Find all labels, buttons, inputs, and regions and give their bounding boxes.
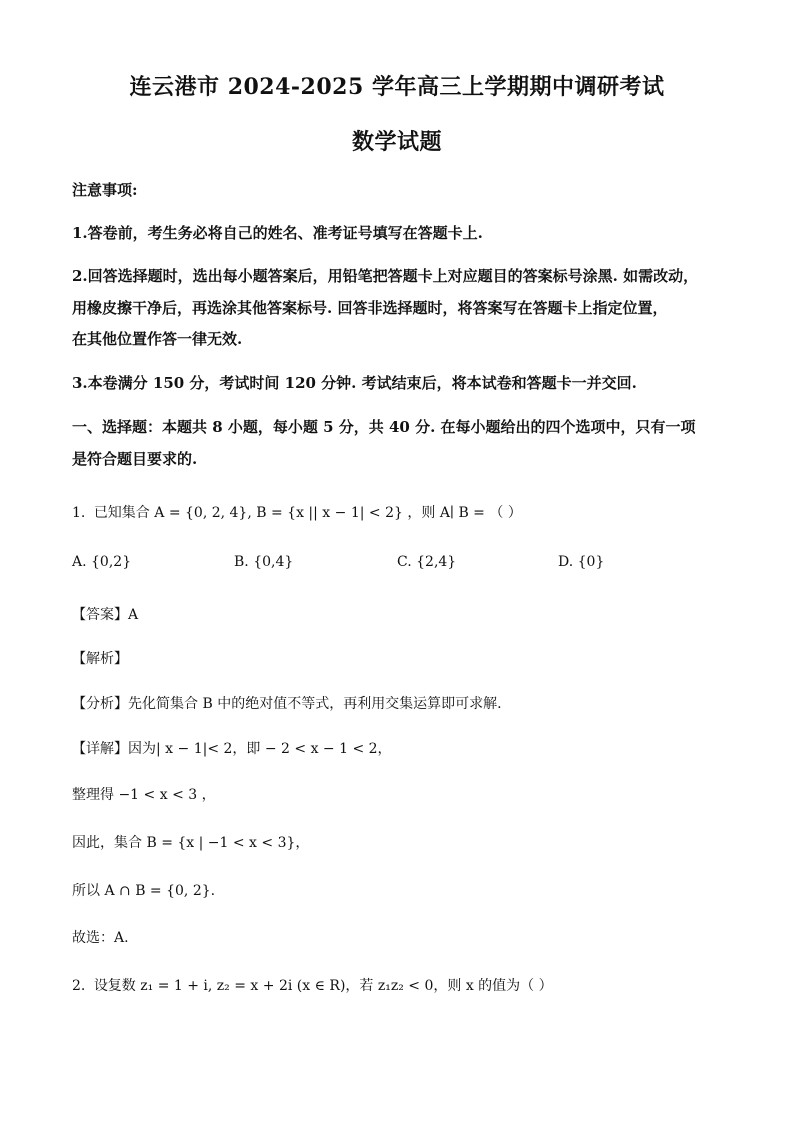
notes-item-2-line-3: 在其他位置作答一律无效. xyxy=(72,330,243,348)
question-1-number: 1. xyxy=(72,505,86,521)
notes-item-1: 1.答卷前，考生务必将自己的姓名、准考证号填写在答题卡上. xyxy=(72,224,483,242)
option-d-value: {0} xyxy=(577,554,605,570)
solution-step-2: 因此，集合 B = {x | −1 < x < 3}， xyxy=(72,835,310,851)
question-1-paren: （ ） xyxy=(489,505,522,521)
question-2-stem xyxy=(72,975,553,995)
option-b-label: B. xyxy=(234,554,249,570)
notes-item-2-line-2: 用橡皮擦干净后，再选涂其他答案标号. 回答非选择题时，将答案写在答题卡上指定位置， xyxy=(72,299,668,317)
intersection-expression: A∣ B = xyxy=(439,505,485,521)
answer-line xyxy=(72,604,138,624)
exam-subtitle: 数学试题 xyxy=(351,129,442,155)
section-heading-line-2: 是符合题目要求的. xyxy=(72,450,198,468)
option-a xyxy=(72,554,131,570)
solution-conclusion: 故选：A. xyxy=(72,930,129,946)
option-a-label: A. xyxy=(72,554,87,570)
section-heading-line-1: 一、选择题：本题共 8 小题，每小题 5 分，共 40 分. 在每小题给出的四个选项中，只有一项 xyxy=(72,418,696,436)
fenxi-tag: 【分析】 xyxy=(72,696,128,712)
option-a-value: {0,2} xyxy=(91,554,132,570)
answer-value: A xyxy=(128,607,139,623)
detail-line xyxy=(72,738,392,758)
option-c xyxy=(397,554,456,570)
option-d-label: D. xyxy=(558,554,574,570)
option-b-value: {0,4} xyxy=(253,554,294,570)
set-b-expression: , B = {x || x − 1| < 2} xyxy=(247,505,403,521)
detail-text: 因为| x − 1|< 2，即 − 2 < x − 1 < 2， xyxy=(128,741,392,757)
notes-heading: 注意事项: xyxy=(72,181,138,199)
question-2-number: 2. xyxy=(72,978,86,994)
fenxi-line xyxy=(72,693,502,713)
question-2-text: 设复数 z₁ = 1 + i, z₂ = x + 2i (x ∈ R)，若 z₁z₂ < 0，则 x 的值为（ ） xyxy=(93,978,553,994)
option-d xyxy=(558,554,604,570)
fenxi-text: 先化简集合 B 中的绝对值不等式，再利用交集运算即可求解. xyxy=(128,696,502,712)
question-1-stem xyxy=(72,502,522,522)
question-1-stem-mid: ，则 xyxy=(407,505,436,521)
detail-tag: 【详解】 xyxy=(72,741,128,757)
notes-item-2-line-1: 2.回答选择题时，选出每小题答案后，用铅笔把答题卡上对应题目的答案标号涂黑. 如需改动， xyxy=(72,267,699,285)
option-c-label: C. xyxy=(397,554,412,570)
notes-item-3: 3.本卷满分 150 分，考试时间 120 分钟. 考试结束后，将本试卷和答题卡一并交回. xyxy=(72,374,637,392)
option-b xyxy=(234,554,293,570)
option-c-value: {2,4} xyxy=(416,554,457,570)
exam-title: 连云港市 2024-2025 学年高三上学期期中调研考试 xyxy=(129,74,665,100)
analysis-tag: 【解析】 xyxy=(72,651,128,667)
question-1-stem-text: 已知集合 xyxy=(93,505,150,521)
solution-step-3: 所以 A ∩ B = {0, 2}. xyxy=(72,883,216,899)
solution-step-1: 整理得 −1 < x < 3 ， xyxy=(72,787,216,803)
answer-tag: 【答案】 xyxy=(72,607,128,623)
set-a-expression: A = {0, 2, 4} xyxy=(154,505,248,521)
